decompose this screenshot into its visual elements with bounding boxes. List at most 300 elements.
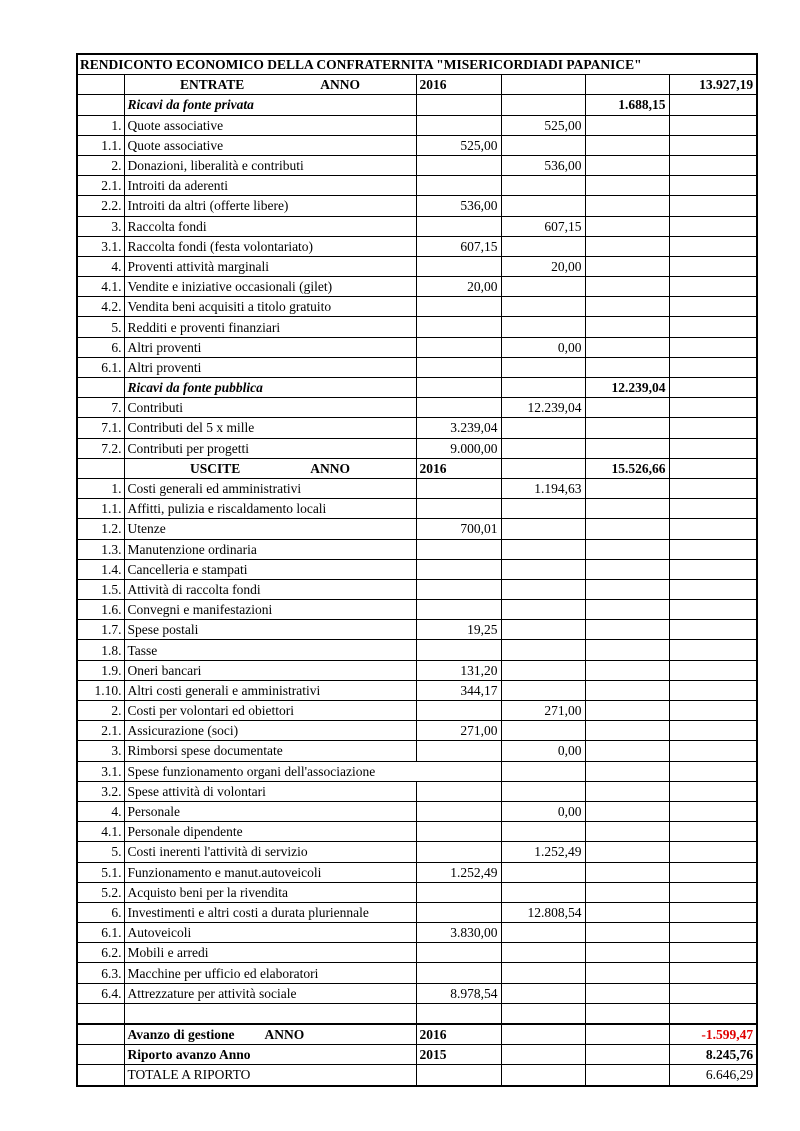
row-label: Investimenti e altri costi a durata pluriennale (124, 902, 416, 922)
row-col3: 607,15 (416, 236, 501, 256)
row-col5 (585, 337, 669, 357)
row-col3 (416, 741, 501, 761)
row-label: Costi per volontari ed obiettori (124, 701, 416, 721)
row-col4 (501, 196, 585, 216)
row-label: Affitti, pulizia e riscaldamento locali (124, 499, 416, 519)
row-col3 (416, 155, 501, 175)
row-code: 1.5. (77, 579, 124, 599)
row-col5 (585, 236, 669, 256)
row-col5 (585, 277, 669, 297)
row-col4 (501, 680, 585, 700)
row-col6 (669, 95, 757, 115)
row-col3: 131,20 (416, 660, 501, 680)
row-col6 (669, 640, 757, 660)
row-code: 5. (77, 842, 124, 862)
entrate-label: ENTRATE (179, 77, 245, 93)
row-label: Attività di raccolta fondi (124, 579, 416, 599)
row-label: Funzionamento e manut.autoveicoli (124, 862, 416, 882)
table-row (77, 499, 757, 519)
row-label: Contributi del 5 x mille (124, 418, 416, 438)
row-code: 5.1. (77, 862, 124, 882)
row-col4 (501, 640, 585, 660)
row-col3 (416, 216, 501, 236)
row-label: Quote associative (124, 115, 416, 135)
row-col4 (501, 559, 585, 579)
row-code: 6.4. (77, 983, 124, 1003)
entrate-total: 13.927,19 (669, 75, 757, 95)
row-code: 4. (77, 256, 124, 276)
row-col6 (669, 721, 757, 741)
row-col6 (669, 620, 757, 640)
row-col4 (501, 236, 585, 256)
row-col6 (669, 337, 757, 357)
entrate-year: 2016 (416, 75, 501, 95)
row-col3: 700,01 (416, 519, 501, 539)
row-col6 (669, 418, 757, 438)
table-row (77, 923, 757, 943)
row-col3 (416, 822, 501, 842)
row-col4: 0,00 (501, 337, 585, 357)
row-col6 (669, 135, 757, 155)
row-col3: 271,00 (416, 721, 501, 741)
table-row (77, 660, 757, 680)
row-label: Personale dipendente (124, 822, 416, 842)
row-code: 3. (77, 216, 124, 236)
row-col6 (669, 862, 757, 882)
row-code: 1. (77, 115, 124, 135)
row-col4 (501, 357, 585, 377)
row-code: 3.1. (77, 761, 124, 781)
row-col3: 9.000,00 (416, 438, 501, 458)
row-code: 6.3. (77, 963, 124, 983)
row-col5 (585, 438, 669, 458)
row-col5 (585, 600, 669, 620)
row-col3 (416, 115, 501, 135)
row-col4 (501, 317, 585, 337)
row-col3: 536,00 (416, 196, 501, 216)
row-col6 (669, 761, 757, 781)
table-row (77, 842, 757, 862)
row-col6 (669, 277, 757, 297)
row-col5 (585, 801, 669, 821)
row-label: Assicurazione (soci) (124, 721, 416, 741)
row-col4 (501, 539, 585, 559)
row-col3: 3.830,00 (416, 923, 501, 943)
row-col4 (501, 95, 585, 115)
row-label: Mobili e arredi (124, 943, 416, 963)
row-col3: 20,00 (416, 277, 501, 297)
row-col5 (585, 842, 669, 862)
row-code: 1.7. (77, 620, 124, 640)
row-col6 (669, 701, 757, 721)
row-col4 (501, 620, 585, 640)
row-col5 (585, 579, 669, 599)
row-col6 (669, 176, 757, 196)
row-col4 (501, 721, 585, 741)
row-code: 3.2. (77, 781, 124, 801)
row-col5 (585, 640, 669, 660)
row-code: 2. (77, 155, 124, 175)
row-label: Proventi attività marginali (124, 256, 416, 276)
table-row (77, 781, 757, 801)
row-col3 (416, 297, 501, 317)
row-col4 (501, 600, 585, 620)
row-col6 (669, 741, 757, 761)
row-col4 (501, 135, 585, 155)
row-col6 (669, 882, 757, 902)
table-row (77, 256, 757, 276)
row-col3 (416, 579, 501, 599)
row-col5 (585, 761, 669, 781)
row-label: Introiti da altri (offerte libere) (124, 196, 416, 216)
row-col6 (669, 297, 757, 317)
row-col6 (669, 963, 757, 983)
row-col5 (585, 519, 669, 539)
row-col6 (669, 155, 757, 175)
row-label: Costi generali ed amministrativi (124, 478, 416, 498)
riporto-label: Riporto avanzo Anno (124, 1045, 416, 1065)
row-col4: 607,15 (501, 216, 585, 236)
row-col5 (585, 660, 669, 680)
row-label: Quote associative (124, 135, 416, 155)
row-col4 (501, 660, 585, 680)
totale-value: 6.646,29 (669, 1065, 757, 1086)
row-col6 (669, 983, 757, 1003)
row-col6 (669, 822, 757, 842)
row-col3 (416, 882, 501, 902)
row-col4: 1.194,63 (501, 478, 585, 498)
row-col5 (585, 357, 669, 377)
row-col6 (669, 115, 757, 135)
row-col3 (416, 902, 501, 922)
table-row (77, 216, 757, 236)
row-code: 4. (77, 801, 124, 821)
row-col4 (501, 923, 585, 943)
row-col5 (585, 418, 669, 438)
row-col6 (669, 579, 757, 599)
row-col3 (416, 701, 501, 721)
row-col6 (669, 943, 757, 963)
row-col4 (501, 579, 585, 599)
row-col6 (669, 478, 757, 498)
row-col3 (416, 478, 501, 498)
row-label: Convegni e manifestazioni (124, 600, 416, 620)
row-col4 (501, 943, 585, 963)
table-row (77, 741, 757, 761)
table-row (77, 539, 757, 559)
row-col4 (501, 176, 585, 196)
totale-row (77, 1065, 757, 1086)
table-row (77, 337, 757, 357)
row-label: Altri costi generali e amministrativi (124, 680, 416, 700)
row-code: 7. (77, 398, 124, 418)
row-col3 (416, 963, 501, 983)
row-col4: 12.239,04 (501, 398, 585, 418)
table-row (77, 721, 757, 741)
row-col6 (669, 539, 757, 559)
row-label: Redditi e proventi finanziari (124, 317, 416, 337)
row-label: Utenze (124, 519, 416, 539)
row-col4 (501, 862, 585, 882)
row-col5 (585, 741, 669, 761)
table-row (77, 761, 757, 781)
row-col5 (585, 155, 669, 175)
row-col6 (669, 317, 757, 337)
row-col6 (669, 660, 757, 680)
row-label: Raccolta fondi (124, 216, 416, 236)
row-col4: 536,00 (501, 155, 585, 175)
row-col6 (669, 398, 757, 418)
row-col5 (585, 135, 669, 155)
row-col6 (669, 236, 757, 256)
row-label: Manutenzione ordinaria (124, 539, 416, 559)
row-code: 1.1. (77, 135, 124, 155)
row-label: Spese attività di volontari (124, 781, 416, 801)
document-title: RENDICONTO ECONOMICO DELLA CONFRATERNITA "MISERICORDIADI PAPANICE" (77, 54, 757, 75)
row-col6 (669, 842, 757, 862)
row-col6 (669, 499, 757, 519)
row-col5 (585, 256, 669, 276)
row-col6 (669, 216, 757, 236)
row-col6 (669, 801, 757, 821)
row-label: Altri proventi (124, 357, 416, 377)
row-col4: 1.252,49 (501, 842, 585, 862)
row-col4 (501, 519, 585, 539)
row-col6 (669, 519, 757, 539)
uscite-label: USCITE (189, 460, 241, 476)
table-row (77, 559, 757, 579)
row-label: Autoveicoli (124, 923, 416, 943)
row-col6 (669, 438, 757, 458)
row-label: Costi inerenti l'attività di servizio (124, 842, 416, 862)
table-row (77, 902, 757, 922)
row-code: 6.1. (77, 357, 124, 377)
row-col5 (585, 822, 669, 842)
table-row (77, 680, 757, 700)
row-col4 (501, 781, 585, 801)
avanzo-value: -1.599,47 (669, 1024, 757, 1045)
table-row (77, 478, 757, 498)
row-col5 (585, 943, 669, 963)
row-col3 (416, 317, 501, 337)
row-col4 (501, 963, 585, 983)
row-label: Acquisto beni per la rivendita (124, 882, 416, 902)
row-col3 (416, 640, 501, 660)
row-col4: 271,00 (501, 701, 585, 721)
riporto-row (77, 1045, 757, 1065)
row-label: Donazioni, liberalità e contributi (124, 155, 416, 175)
row-label: Spese postali (124, 620, 416, 640)
entrate-header-row (77, 75, 757, 95)
row-code: 7.1. (77, 418, 124, 438)
row-code: 1.10. (77, 680, 124, 700)
row-code: 6.2. (77, 943, 124, 963)
row-col5 (585, 398, 669, 418)
row-col4: 525,00 (501, 115, 585, 135)
table-row (77, 943, 757, 963)
uscite-total: 15.526,66 (585, 458, 669, 478)
uscite-header-row (77, 458, 757, 478)
row-col4 (501, 438, 585, 458)
row-col3 (416, 943, 501, 963)
row-col6 (669, 600, 757, 620)
row-col4 (501, 822, 585, 842)
row-code: 2.1. (77, 176, 124, 196)
row-col3: 525,00 (416, 135, 501, 155)
row-label: Vendite e iniziative occasionali (gilet) (124, 277, 416, 297)
row-code: 1.8. (77, 640, 124, 660)
row-col4: 0,00 (501, 741, 585, 761)
row-col3 (416, 559, 501, 579)
row-col5 (585, 862, 669, 882)
row-col6 (669, 902, 757, 922)
uscite-anno-label: ANNO (310, 460, 351, 476)
table-row (77, 196, 757, 216)
row-col5 (585, 499, 669, 519)
row-col4: 20,00 (501, 256, 585, 276)
row-col6 (669, 196, 757, 216)
table-row (77, 297, 757, 317)
row-code: 1.3. (77, 539, 124, 559)
table-row (77, 398, 757, 418)
table-row (77, 135, 757, 155)
row-label: Contributi per progetti (124, 438, 416, 458)
table-row (77, 155, 757, 175)
row-code: 1.1. (77, 499, 124, 519)
row-col3 (416, 600, 501, 620)
row-code: 2.2. (77, 196, 124, 216)
riporto-value: 8.245,76 (669, 1045, 757, 1065)
row-code: 1. (77, 478, 124, 498)
table-row (77, 357, 757, 377)
row-code: 1.6. (77, 600, 124, 620)
row-col5 (585, 539, 669, 559)
table-row (77, 176, 757, 196)
row-code: 2.1. (77, 721, 124, 741)
row-col6 (669, 378, 757, 398)
row-col5 (585, 721, 669, 741)
row-label: Introiti da aderenti (124, 176, 416, 196)
row-label: Attrezzature per attività sociale (124, 983, 416, 1003)
table-row (77, 317, 757, 337)
row-col5 (585, 478, 669, 498)
row-col3: 1.252,49 (416, 862, 501, 882)
table-row (77, 95, 757, 115)
table-row (77, 378, 757, 398)
row-label: Ricavi da fonte privata (124, 95, 416, 115)
row-col3 (416, 357, 501, 377)
row-code: 6.1. (77, 923, 124, 943)
entrate-anno-label: ANNO (320, 77, 361, 93)
row-code: 4.1. (77, 277, 124, 297)
table-row (77, 801, 757, 821)
row-col5 (585, 701, 669, 721)
row-code: 3. (77, 741, 124, 761)
row-code: 6. (77, 902, 124, 922)
row-col4 (501, 297, 585, 317)
row-label: Contributi (124, 398, 416, 418)
table-row (77, 438, 757, 458)
row-code: 7.2. (77, 438, 124, 458)
row-col5 (585, 963, 669, 983)
row-col6 (669, 357, 757, 377)
row-col5 (585, 620, 669, 640)
table-row (77, 862, 757, 882)
row-col3 (416, 378, 501, 398)
row-col5 (585, 882, 669, 902)
row-code: 1.4. (77, 559, 124, 579)
avanzo-anno-label: ANNO (264, 1027, 305, 1043)
totale-label: TOTALE A RIPORTO (124, 1065, 416, 1086)
row-col3 (416, 801, 501, 821)
row-col3 (416, 176, 501, 196)
row-col5 (585, 196, 669, 216)
row-label: Macchine per ufficio ed elaboratori (124, 963, 416, 983)
row-col4 (501, 882, 585, 902)
row-col5 (585, 923, 669, 943)
uscite-year: 2016 (416, 458, 501, 478)
rendiconto-table (76, 53, 758, 1087)
row-col4 (501, 499, 585, 519)
row-code: 4.1. (77, 822, 124, 842)
row-col4 (501, 277, 585, 297)
row-col5 (585, 297, 669, 317)
row-code: 6. (77, 337, 124, 357)
table-row (77, 620, 757, 640)
row-col3 (416, 842, 501, 862)
row-col5: 12.239,04 (585, 378, 669, 398)
row-code: 5.2. (77, 882, 124, 902)
row-col5 (585, 680, 669, 700)
table-row (77, 882, 757, 902)
row-col3 (416, 337, 501, 357)
avanzo-row (77, 1024, 757, 1045)
table-body (77, 54, 757, 1086)
row-col3 (416, 781, 501, 801)
row-col3: 344,17 (416, 680, 501, 700)
row-col5 (585, 781, 669, 801)
row-col5 (585, 559, 669, 579)
table-row (77, 822, 757, 842)
row-code: 2. (77, 701, 124, 721)
row-label: Cancelleria e stampati (124, 559, 416, 579)
row-col4 (501, 983, 585, 1003)
row-label: Rimborsi spese documentate (124, 741, 416, 761)
row-col6 (669, 256, 757, 276)
row-code: 1.9. (77, 660, 124, 680)
table-row (77, 579, 757, 599)
table-row (77, 115, 757, 135)
row-col5 (585, 317, 669, 337)
row-col3: 19,25 (416, 620, 501, 640)
table-row (77, 600, 757, 620)
avanzo-year: 2016 (416, 1024, 501, 1045)
row-col5 (585, 176, 669, 196)
table-row (77, 519, 757, 539)
row-col4 (501, 378, 585, 398)
row-col3 (416, 256, 501, 276)
spacer-row (77, 1003, 757, 1024)
row-label: Ricavi da fonte pubblica (124, 378, 416, 398)
row-label: Altri proventi (124, 337, 416, 357)
table-row (77, 236, 757, 256)
row-col5: 1.688,15 (585, 95, 669, 115)
row-code: 4.2. (77, 297, 124, 317)
row-code: 5. (77, 317, 124, 337)
table-row (77, 963, 757, 983)
row-code (77, 95, 124, 115)
row-col6 (669, 781, 757, 801)
